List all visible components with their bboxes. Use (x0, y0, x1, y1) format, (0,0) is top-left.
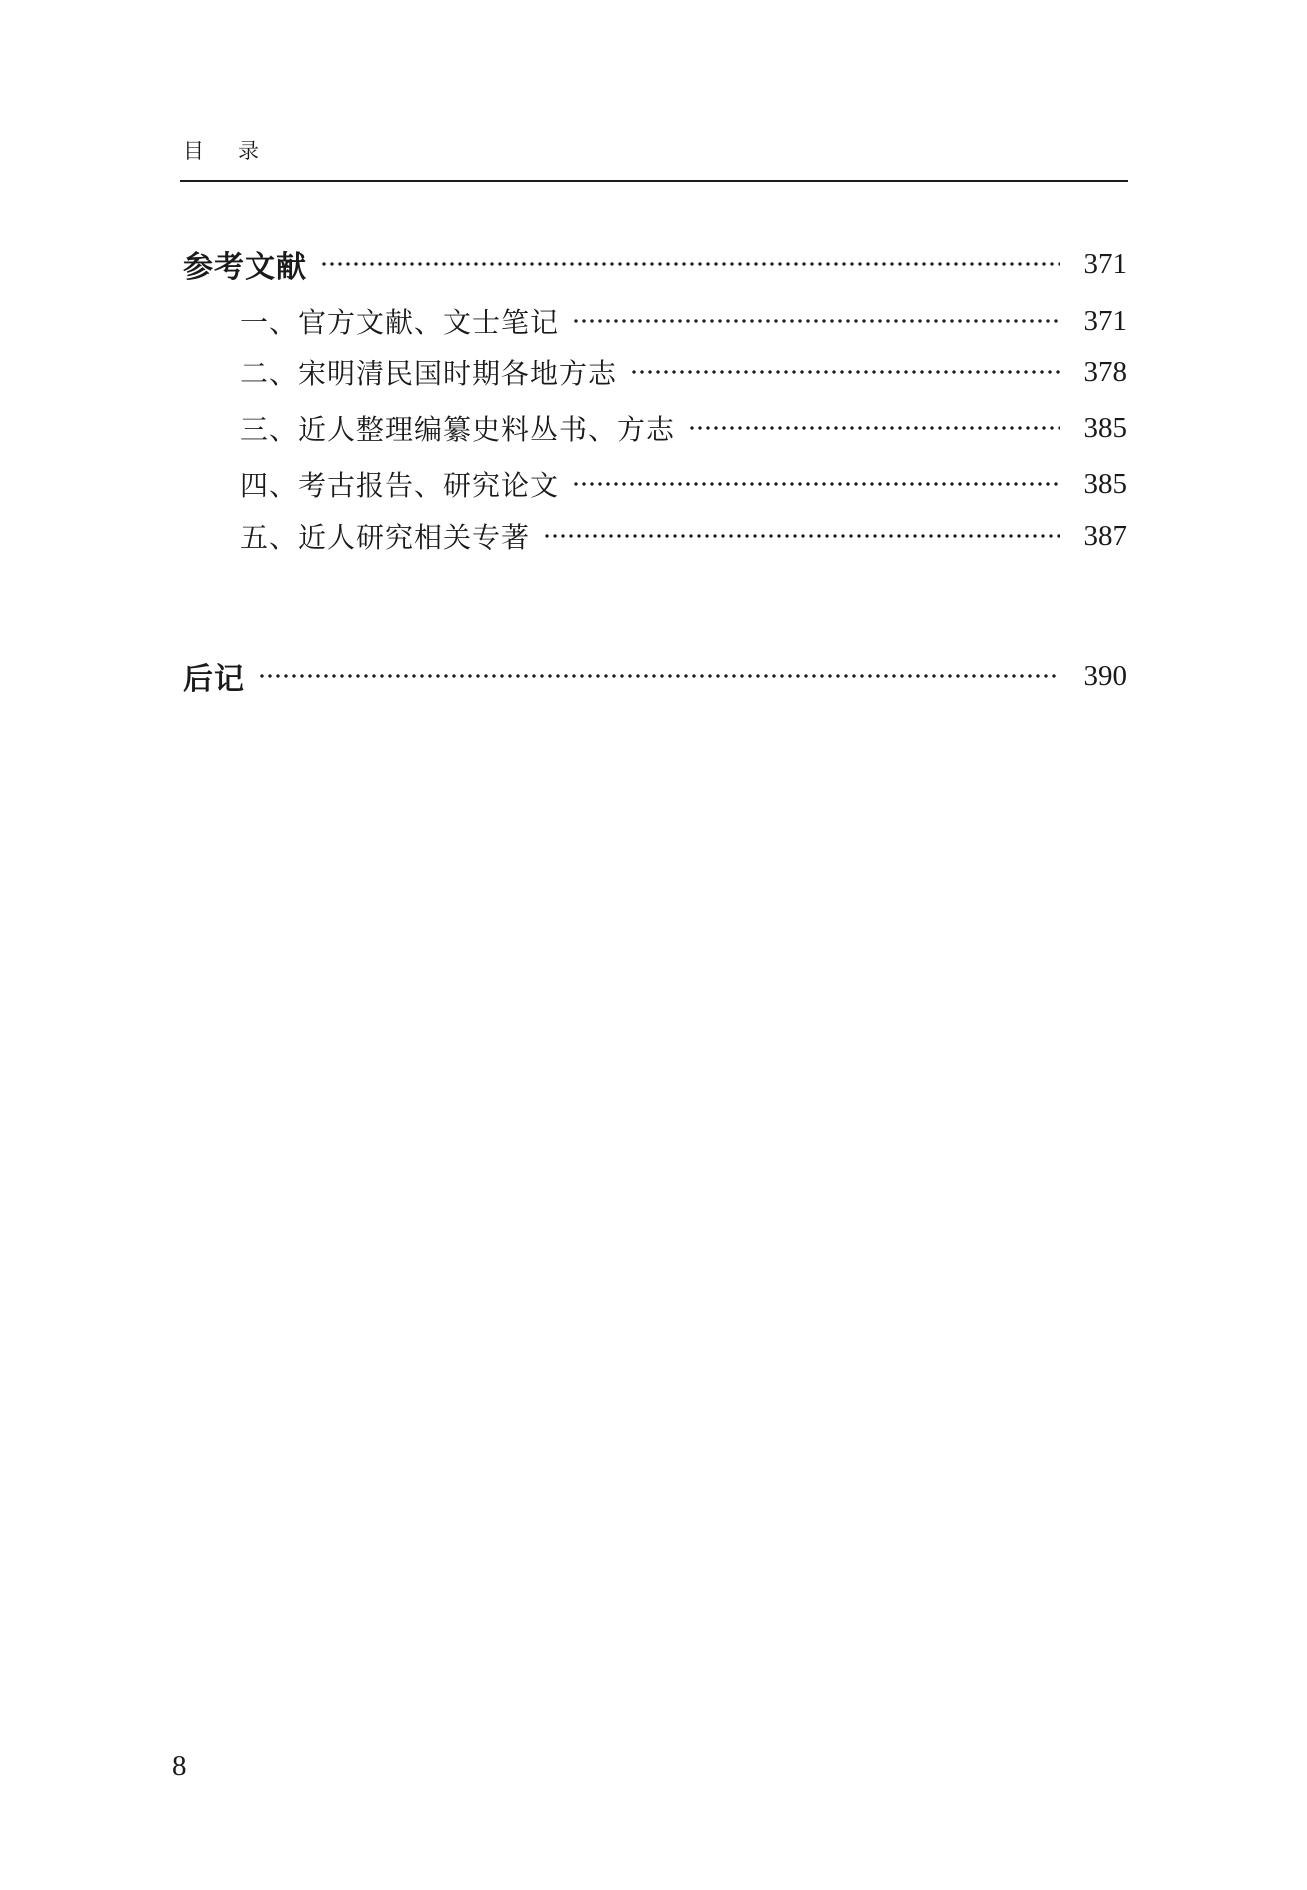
running-header (183, 138, 259, 166)
toc-entry-label: 一、官方文献、文士笔记 (240, 308, 560, 339)
toc-entry (183, 457, 1127, 511)
dot-leader (258, 649, 1060, 703)
toc-entry-page: 387 (1083, 519, 1127, 552)
dot-leader (688, 401, 1060, 455)
toc-entry-label: 后记 (183, 663, 245, 696)
toc-entry-label: 参考文献 (183, 251, 307, 284)
toc-entry (183, 649, 1127, 703)
toc-entry-label: 四、考古报告、研究论文 (240, 471, 560, 502)
toc-entry (183, 401, 1127, 455)
toc-entry (183, 237, 1127, 291)
toc-entry-page: 385 (1083, 411, 1127, 444)
toc-entry-page: 371 (1083, 304, 1127, 337)
toc-entry (183, 294, 1127, 348)
toc-entry-page: 385 (1083, 467, 1127, 500)
toc-entry-page: 378 (1083, 355, 1127, 388)
toc-entry-label: 五、近人研究相关专著 (240, 523, 531, 554)
dot-leader (320, 237, 1060, 291)
dot-leader (572, 457, 1060, 511)
toc-entry-label: 二、宋明清民国时期各地方志 (240, 359, 618, 390)
toc-entry (183, 509, 1127, 563)
toc-entry (183, 345, 1127, 399)
running-header-char: 目 (183, 140, 204, 163)
dot-leader (572, 294, 1060, 348)
toc-entry-label: 三、近人整理编纂史料丛书、方志 (240, 415, 676, 446)
toc-entry-page: 390 (1083, 659, 1127, 692)
running-header-char: 录 (238, 140, 259, 163)
page-number: 8 (172, 1750, 187, 1782)
dot-leader (630, 345, 1060, 399)
dot-leader (543, 509, 1060, 563)
header-rule (180, 180, 1128, 182)
toc-entry-page: 371 (1083, 247, 1127, 280)
